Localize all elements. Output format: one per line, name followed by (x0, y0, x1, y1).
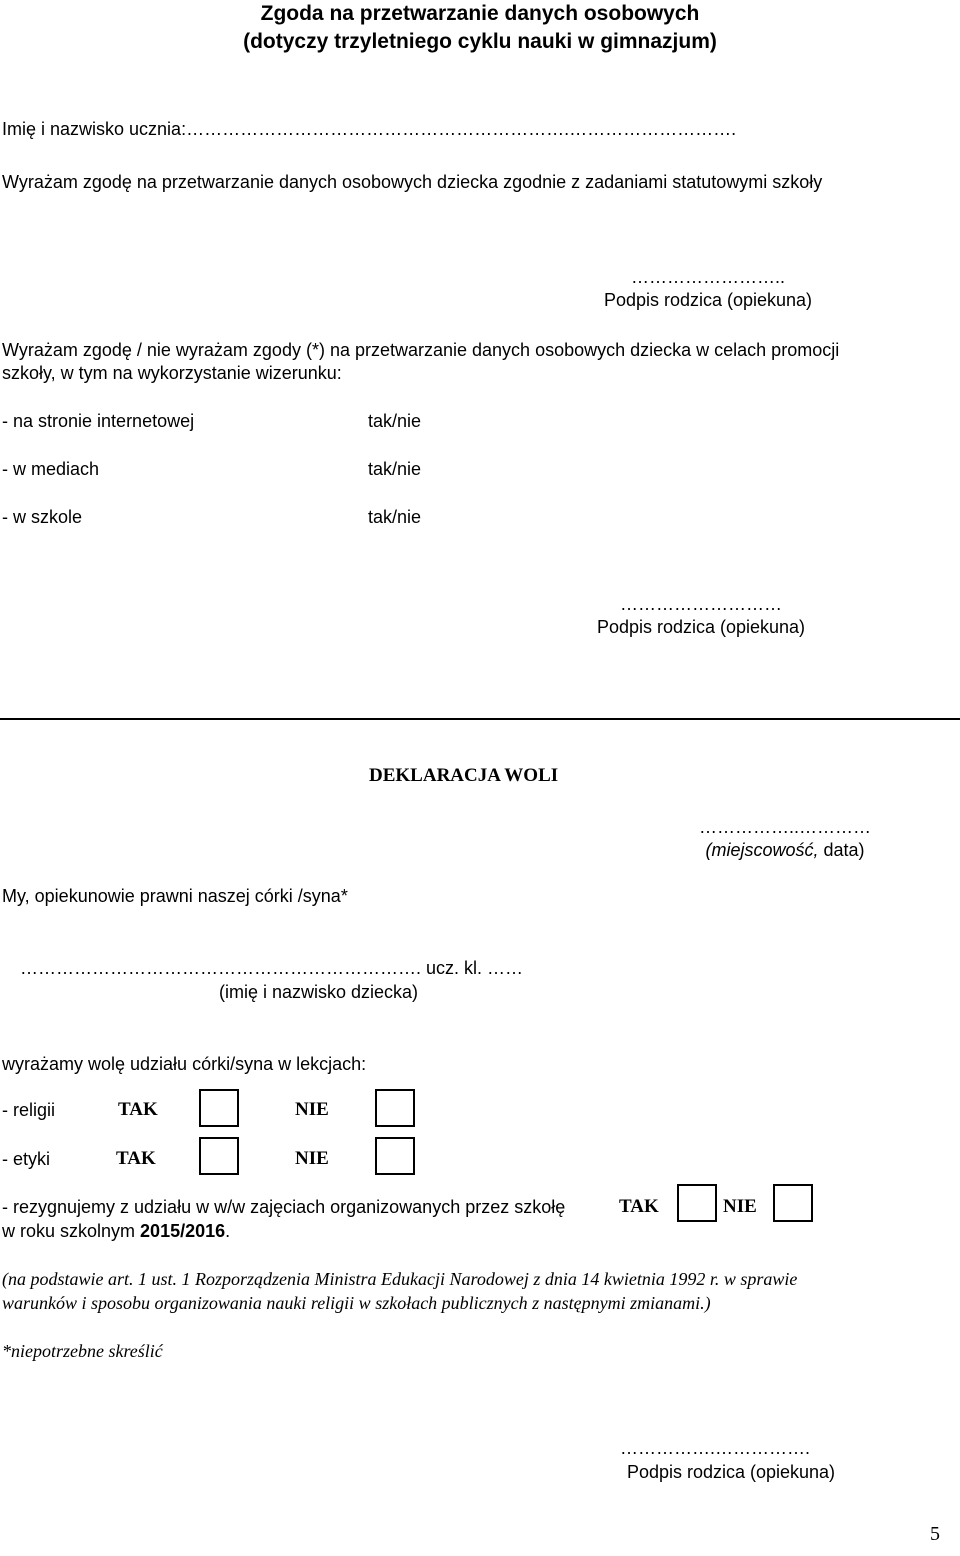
option-ethics-yes-label: TAK (116, 1148, 156, 1169)
ethics-no-checkbox[interactable] (375, 1137, 415, 1175)
child-name-field: …………………………………………………………. ucz. kl. …… (20, 958, 524, 978)
promotion-consent-line1: Wyrażam zgodę / nie wyrażam zgody (*) na przetwarzanie danych osobowych dziecka w celach promocji (2, 340, 840, 360)
date-label: data) (818, 840, 865, 860)
will-statement: wyrażamy wolę udziału córki/syna w lekcjach: (2, 1054, 367, 1074)
school-year-line (2, 1220, 230, 1242)
option-religion-yes-label: TAK (118, 1099, 158, 1120)
consent-item-label: - na stronie internetowej (2, 411, 195, 431)
religion-yes-checkbox[interactable] (199, 1089, 239, 1127)
promotion-consent-line2: szkoły, w tym na wykorzystanie wizerunku: (2, 363, 342, 383)
resign-statement: - rezygnujemy z udziału w w/w zajęciach organizowanych przez szkołę (2, 1197, 566, 1217)
signature-label-3: Podpis rodzica (opiekuna) (626, 1462, 836, 1482)
option-ethics-label: - etyki (2, 1149, 51, 1169)
resign-no-checkbox[interactable] (773, 1184, 813, 1222)
consent-item-label: - w mediach (2, 459, 100, 479)
signature-label-2: Podpis rodzica (opiekuna) (596, 617, 806, 637)
declaration-title: DEKLARACJA WOLI (369, 765, 559, 786)
school-year-value: 2015/2016 (140, 1221, 226, 1241)
school-year-prefix: w roku szkolnym (2, 1221, 141, 1241)
footnote: *niepotrzebne skreślić (2, 1341, 163, 1361)
option-religion-no-label: NIE (295, 1099, 329, 1120)
signature-label-1: Podpis rodzica (opiekuna) (603, 290, 813, 310)
student-name-field: Imię i nazwisko ucznia:……………………………………………………….………………………. (2, 119, 737, 139)
legal-basis-line2: warunków i sposobu organizowania nauki religii w szkołach publicznych z następnymi zmianami.) (2, 1293, 711, 1313)
resign-yes-label: TAK (619, 1196, 659, 1217)
resign-no-label: NIE (723, 1196, 757, 1217)
child-name-label: (imię i nazwisko dziecka) (219, 982, 419, 1002)
legal-basis-line1: (na podstawie art. 1 ust. 1 Rozporządzenia Ministra Edukacji Narodowej z dnia 14 kwietnia 1992 r. w sprawie (2, 1269, 798, 1289)
place-label: (miejscowość, (705, 840, 819, 860)
school-year-suffix: . (225, 1221, 231, 1241)
document-title-line1: Zgoda na przetwarzanie danych osobowych (260, 2, 700, 25)
ethics-yes-checkbox[interactable] (199, 1137, 239, 1175)
consent-item-label: - w szkole (2, 507, 83, 527)
signature-line-1: …………………….. (630, 267, 785, 287)
place-date-line: ……………..………… (698, 817, 871, 837)
signature-line-2: ……………………… (620, 594, 782, 614)
place-date-label (630, 839, 940, 861)
consent-item-value[interactable]: tak/nie (368, 507, 422, 527)
section-divider (0, 718, 960, 720)
page-number: 5 (930, 1523, 940, 1545)
guardians-line: My, opiekunowie prawni naszej córki /syna* (2, 886, 348, 906)
option-religion-label: - religii (2, 1100, 56, 1120)
religion-no-checkbox[interactable] (375, 1089, 415, 1127)
resign-yes-checkbox[interactable] (677, 1184, 717, 1222)
statutory-consent-statement: Wyrażam zgodę na przetwarzanie danych osobowych dziecka zgodnie z zadaniami statutowymi szkoły (2, 172, 823, 192)
option-ethics-no-label: NIE (295, 1148, 329, 1169)
consent-item-value[interactable]: tak/nie (368, 411, 422, 431)
consent-item-value[interactable]: tak/nie (368, 459, 422, 479)
signature-line-3: …………….……………. (619, 1438, 810, 1458)
document-title-line2: (dotyczy trzyletniego cyklu nauki w gimnazjum) (243, 30, 717, 53)
